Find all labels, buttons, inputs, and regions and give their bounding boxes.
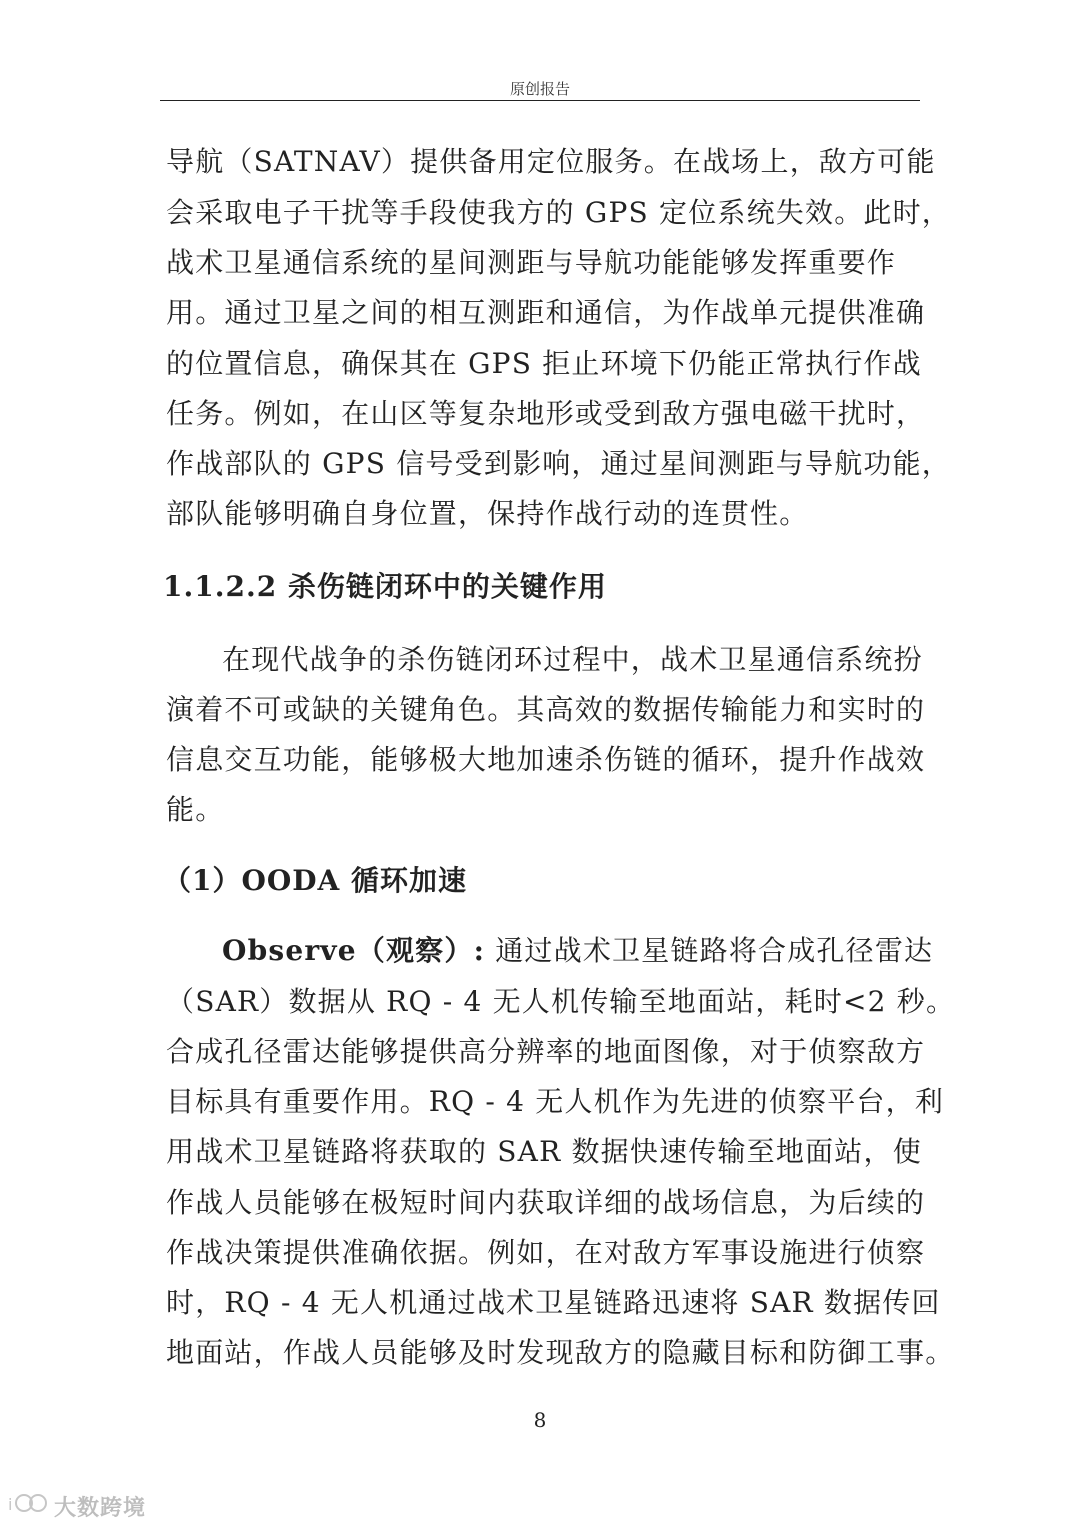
section-heading: 1.1.2.2 杀伤链闭环中的关键作用 <box>163 570 607 603</box>
paragraph-line: 能。 <box>166 793 225 826</box>
paragraph-lead-line <box>222 934 933 968</box>
paragraph-line: 目标具有重要作用。RQ - 4 无人机作为先进的侦察平台，利 <box>166 1085 945 1118</box>
paragraph-line: 作战人员能够在极短时间内获取详细的战场信息，为后续的 <box>166 1186 926 1219</box>
watermark <box>8 1490 146 1522</box>
paragraph-line: 部队能够明确自身位置，保持作战行动的连贯性。 <box>166 497 809 530</box>
watermark-text: 大数跨境 <box>54 1495 147 1521</box>
svg-text:i: i <box>8 1495 13 1514</box>
observe-text: 通过战术卫星链路将合成孔径雷达 <box>485 934 934 967</box>
paragraph-line: 作战决策提供准确依据。例如，在对敌方军事设施进行侦察 <box>166 1236 926 1269</box>
logo-icon <box>8 1490 48 1522</box>
paragraph-line: 地面站，作战人员能够及时发现敌方的隐藏目标和防御工事。 <box>166 1336 955 1369</box>
paragraph-line: 合成孔径雷达能够提供高分辨率的地面图像，对于侦察敌方 <box>166 1035 926 1068</box>
paragraph-line: 任务。例如，在山区等复杂地形或受到敌方强电磁干扰时， <box>166 397 926 430</box>
page-number: 8 <box>533 1408 547 1432</box>
paragraph-line: 战术卫星通信系统的星间测距与导航功能能够发挥重要作 <box>166 246 897 279</box>
paragraph-line: 在现代战争的杀伤链闭环过程中，战术卫星通信系统扮 <box>222 643 923 676</box>
paragraph-line: （SAR）数据从 RQ - 4 无人机传输至地面站，耗时<2 秒。 <box>166 985 956 1018</box>
page-header: 原创报告 <box>509 80 570 98</box>
paragraph-line: 导航（SATNAV）提供备用定位服务。在战场上，敌方可能 <box>166 145 936 178</box>
paragraph-line: 会采取电子干扰等手段使我方的 GPS 定位系统失效。此时， <box>166 196 951 229</box>
header-divider <box>160 100 920 101</box>
paragraph-line: 演着不可或缺的关键角色。其高效的数据传输能力和实时的 <box>166 693 926 726</box>
subheading: （1）OODA 循环加速 <box>163 864 468 897</box>
paragraph-line: 用。通过卫星之间的相互测距和通信，为作战单元提供准确 <box>166 296 926 329</box>
observe-label: Observe（观察）: <box>222 934 486 967</box>
paragraph-line: 用战术卫星链路将获取的 SAR 数据快速传输至地面站，使 <box>166 1135 922 1168</box>
paragraph-line: 时，RQ - 4 无人机通过战术卫星链路迅速将 SAR 数据传回 <box>166 1286 941 1319</box>
paragraph-line: 信息交互功能，能够极大地加速杀伤链的循环，提升作战效 <box>166 743 926 776</box>
paragraph-line: 的位置信息，确保其在 GPS 拒止环境下仍能正常执行作战 <box>166 347 922 380</box>
paragraph-line: 作战部队的 GPS 信号受到影响，通过星间测距与导航功能， <box>166 447 951 480</box>
